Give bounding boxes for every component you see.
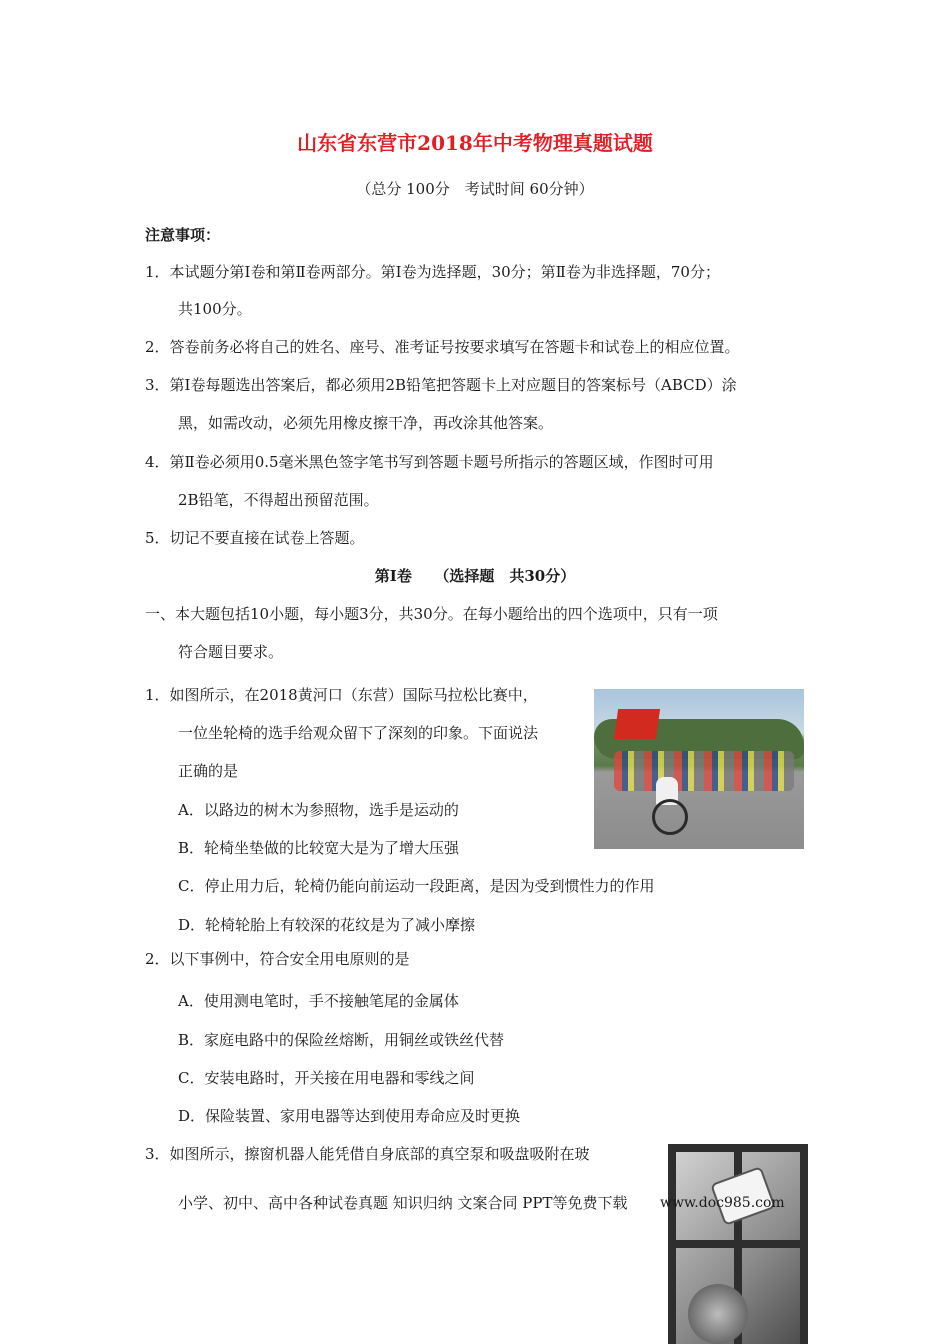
question-3-stem: 3．如图所示，擦窗机器人能凭借自身底部的真空泵和吸盘吸附在玻 xyxy=(145,1145,590,1163)
section-heading: 第Ⅰ卷 （选择题 共30分） xyxy=(374,567,576,585)
footer-text: 小学、初中、高中各种试卷真题 知识归纳 文案合同 PPT等免费下载 xyxy=(178,1194,628,1212)
notice-item: 黑，如需改动，必须先用橡皮擦干净，再改涂其他答案。 xyxy=(178,414,554,432)
window-frame-shape xyxy=(668,1240,808,1248)
notice-item: 2．答卷前务必将自己的姓名、座号、准考证号按要求填写在答题卡和试卷上的相应位置。 xyxy=(145,338,740,356)
page-title: 山东省东营市2018年中考物理真题试题 xyxy=(297,131,653,155)
wheelchair-wheel-shape xyxy=(652,799,688,835)
section-intro: 一、本大题包括10小题，每小题3分，共30分。在每小题给出的四个选项中，只有一项 xyxy=(145,605,718,623)
question-2-option-a: A．使用测电笔时，手不接触笔尾的金属体 xyxy=(178,992,459,1010)
marathon-wheelchair-photo xyxy=(594,689,804,849)
notice-heading: 注意事项： xyxy=(145,226,221,244)
question-1-option-a: A．以路边的树木为参照物，选手是运动的 xyxy=(178,801,459,819)
notice-item: 5．切记不要直接在试卷上答题。 xyxy=(145,529,365,547)
potted-plant-shape xyxy=(688,1284,748,1344)
question-1-stem: 正确的是 xyxy=(178,762,239,780)
notice-item: 共100分。 xyxy=(178,300,252,318)
question-2-stem: 2．以下事例中，符合安全用电原则的是 xyxy=(145,950,410,968)
window-robot-photo xyxy=(668,1144,808,1344)
question-1-stem: 1．如图所示，在2018黄河口（东营）国际马拉松比赛中， xyxy=(145,686,538,704)
question-1-option-b: B．轮椅坐垫做的比较宽大是为了增大压强 xyxy=(178,839,460,857)
notice-item: 4．第Ⅱ卷必须用0.5毫米黑色签字笔书写到答题卡题号所指示的答题区域，作图时可用 xyxy=(145,453,714,471)
notice-item: 2B铅笔，不得超出预留范围。 xyxy=(178,491,379,509)
question-1-option-d: D．轮椅轮胎上有较深的花纹是为了减小摩擦 xyxy=(178,916,476,934)
notice-item: 3．第Ⅰ卷每题选出答案后，都必须用2B铅笔把答题卡上对应题目的答案标号（ABCD）涂 xyxy=(145,376,737,394)
footer-url: www.doc985.com xyxy=(660,1195,785,1211)
section-intro: 符合题目要求。 xyxy=(178,643,284,661)
question-2-option-b: B．家庭电路中的保险丝熔断，用铜丝或铁丝代替 xyxy=(178,1031,505,1049)
question-2-option-d: D．保险装置、家用电器等达到使用寿命应及时更换 xyxy=(178,1107,521,1125)
question-1-option-c: C．停止用力后，轮椅仍能向前运动一段距离，是因为受到惯性力的作用 xyxy=(178,877,655,895)
question-1-stem: 一位坐轮椅的选手给观众留下了深刻的印象。下面说法 xyxy=(178,724,539,742)
flag-shape xyxy=(614,709,660,739)
runners-shape xyxy=(614,751,794,791)
window-frame-shape xyxy=(668,1144,808,1152)
question-2-option-c: C．安装电路时，开关接在用电器和零线之间 xyxy=(178,1069,475,1087)
exam-info: （总分 100分 考试时间 60分钟） xyxy=(356,180,594,198)
notice-item: 1．本试题分第Ⅰ卷和第Ⅱ卷两部分。第Ⅰ卷为选择题，30分；第Ⅱ卷为非选择题，70分； xyxy=(145,263,720,281)
